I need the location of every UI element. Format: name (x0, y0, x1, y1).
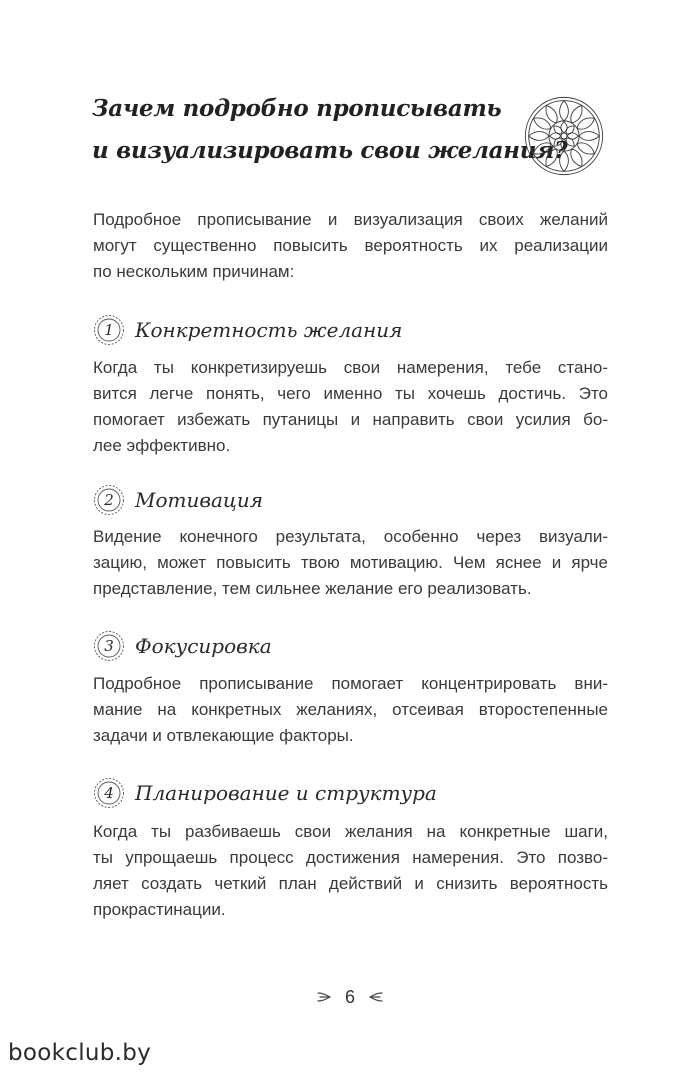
body-line: ты упрощаешь процесс достижения намерения. Это позво- (93, 848, 608, 867)
mandala-icon (522, 94, 606, 178)
intro-line: по нескольким причинам: (93, 262, 295, 281)
leaf-sprig-icon (316, 990, 334, 1004)
mandala-ring-icon (93, 314, 125, 346)
mandala-ring-icon (93, 630, 125, 662)
body-line: задачи и отвлекающие факторы. (93, 726, 354, 745)
body-line: лее эффективно. (93, 436, 231, 455)
page-title (92, 88, 568, 172)
page-number: 6 (344, 986, 355, 1007)
intro-line: Подробное прописывание и визуализация своих желаний (93, 210, 608, 229)
body-line: помогает избежать путаницы и направить свои усилия бо- (93, 410, 608, 429)
body-line: представление, тем сильнее желание его реализовать. (93, 579, 532, 598)
leaf-sprig-icon (366, 990, 384, 1004)
section-number: 3 (104, 637, 114, 655)
body-line: Когда ты конкретизируешь свои намерения, тебе стано- (93, 358, 608, 377)
body-line: мание на конкретных желаниях, отсеивая второстепенные (93, 700, 608, 719)
section-body-1 (93, 355, 608, 459)
section-number: 1 (104, 321, 114, 339)
watermark: bookclub.by (8, 1040, 152, 1066)
section-body-4 (93, 819, 608, 923)
body-line: прокрастинации. (93, 900, 226, 919)
page-number-footer (0, 986, 700, 1008)
section-body-2 (93, 524, 608, 602)
section-heading-4 (93, 776, 437, 810)
body-line: Видение конечного результата, особенно через визуали- (93, 527, 608, 546)
section-number: 4 (104, 784, 114, 802)
section-title: Мотивация (135, 488, 264, 512)
section-heading-3 (93, 629, 272, 663)
section-heading-1 (93, 313, 402, 347)
intro-paragraph (93, 207, 608, 285)
section-title: Фокусировка (135, 634, 272, 658)
body-line: вится легче понять, чего именно ты хочешь достичь. Это (93, 384, 608, 403)
section-heading-2 (93, 483, 263, 517)
section-body-3 (93, 671, 608, 749)
title-line-2: и визуализировать свои желания? (92, 137, 568, 164)
mandala-ring-icon (93, 484, 125, 516)
mandala-ring-icon (93, 777, 125, 809)
body-line: зацию, может повысить твою мотивацию. Чем яснее и ярче (93, 553, 608, 572)
body-line: ляет создать четкий план действий и снизить вероятность (93, 874, 608, 893)
section-title: Планирование и структура (135, 781, 437, 805)
section-number: 2 (104, 491, 114, 509)
intro-line: могут существенно повысить вероятность их реализации (93, 236, 608, 255)
body-line: Когда ты разбиваешь свои желания на конкретные шаги, (93, 822, 608, 841)
title-line-1: Зачем подробно прописывать (92, 95, 502, 122)
section-title: Конкретность желания (135, 318, 403, 342)
body-line: Подробное прописывание помогает концентрировать вни- (93, 674, 608, 693)
